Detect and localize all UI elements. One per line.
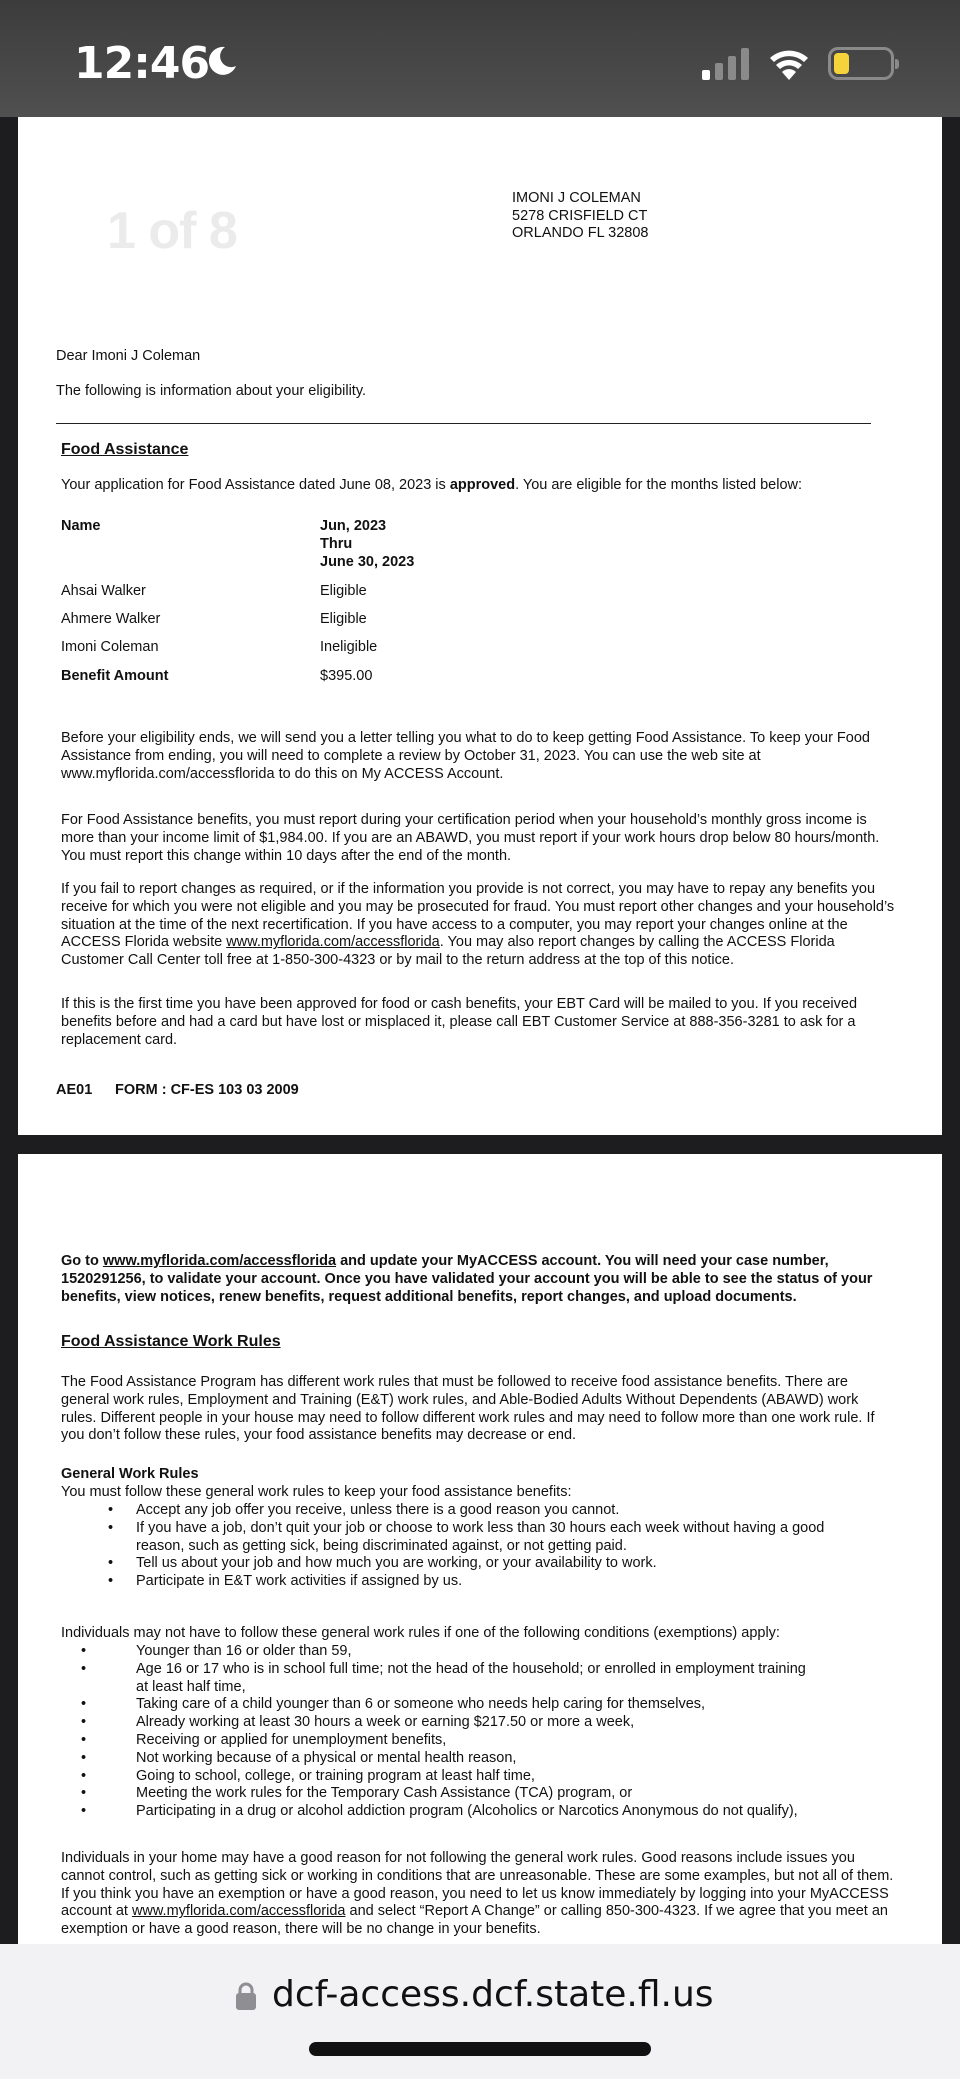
list-item: • Participate in E&T work activities if assigned by us.	[61, 1573, 831, 1591]
benefit-amount-value: $395.00	[320, 668, 373, 684]
list-item: • Tell us about your job and how much you are working, or your availability to work.	[61, 1555, 831, 1573]
url-text[interactable]: dcf-access.dcf.state.fl.us	[272, 1974, 714, 2015]
battery-level	[834, 53, 849, 74]
period-start: Jun, 2023	[320, 518, 387, 534]
period-thru: Thru	[320, 535, 353, 552]
battery-icon	[828, 47, 894, 80]
changes-text: If you fail to report changes as required, or if the information you provide is not correct, you may have to repay any benefits you receive for which you were not eligible and you may be prosecuted for fraud. You must report other changes and your household’s situation at the time of the next recertification. If you have access to a computer, you may report your changes online at the ACCESS Florida website	[61, 881, 895, 951]
moon-icon	[205, 44, 239, 78]
table-header-period	[320, 518, 414, 571]
list-item: • Participating in a drug or alcohol addiction program (Alcoholics or Narcotics Anonymous do not qualify),	[61, 1803, 806, 1821]
home-indicator[interactable]	[309, 2042, 651, 2056]
application-text: Your application for Food Assistance dated June 08, 2023 is	[61, 477, 450, 493]
address-line: IMONI J COLEMAN	[512, 190, 641, 206]
benefit-amount-label: Benefit Amount	[61, 668, 169, 684]
list-item: • Accept any job offer you receive, unless there is a good reason you cannot.	[61, 1502, 831, 1520]
section-title-food-assistance: Food Assistance	[61, 441, 189, 458]
work-rules-intro: The Food Assistance Program has different work rules that must be followed to receive food assistance benefits. There are general work rules, Employment and Training (E&T) work rules, and Able-Bodied Adults Without Dependents (ABAWD) work rules. Different people in your house may need to follow different work rules and may need to follow more than one work rule. If you don’t follow these rules, your food assistance benefits may decrease or end.	[61, 1374, 875, 1444]
status-bar	[0, 0, 960, 117]
list-item: • Meeting the work rules for the Temporary Cash Assistance (TCA) program, or	[61, 1785, 806, 1803]
page-number: 1 of 8	[107, 202, 237, 260]
address-line: ORLANDO FL 32808	[512, 225, 649, 241]
table-row-status: Ineligible	[320, 639, 378, 655]
table-row-status: Eligible	[320, 611, 367, 627]
myaccess-link[interactable]: www.myflorida.com/accessflorida	[102, 1253, 337, 1269]
status-time: 12:46	[74, 38, 210, 89]
table-row-name: Ahmere Walker	[61, 611, 161, 627]
general-rules-list	[61, 1502, 831, 1591]
address-line: 5278 CRISFIELD CT	[512, 207, 648, 224]
recipient-address	[512, 190, 648, 243]
reporting-paragraph: For Food Assistance benefits, you must report during your certification period when your household’s monthly gross income is more than your income limit of $1,984.00. If you are an ABAWD, you must report if your work hours drop below 80 hours/month. You must report this change within 10 days after the end of the month.	[61, 812, 880, 864]
intro-text: The following is information about your eligibility.	[56, 383, 367, 399]
list-item: • Receiving or applied for unemployment benefits,	[61, 1732, 806, 1750]
table-row-status: Eligible	[320, 583, 367, 599]
wifi-icon	[768, 46, 810, 80]
application-text-end: . You are eligible for the months listed below:	[515, 477, 803, 493]
footer-code: AE01	[56, 1082, 93, 1098]
general-rules-title: General Work Rules	[61, 1466, 199, 1482]
good-reason-text-end: and select “Report A Change” or calling 850-300-4323. If we agree that you meet an exemption or have a good reason, there will be no change in your benefits.	[61, 1903, 888, 1938]
list-item: • Going to school, college, or training program at least half time,	[61, 1768, 806, 1786]
divider	[56, 423, 871, 424]
browser-url-bar[interactable]	[0, 1944, 960, 2079]
list-item: • Already working at least 30 hours a week or earning $217.50 or more a week,	[61, 1714, 806, 1732]
exemptions-list	[61, 1643, 806, 1821]
list-item: • Taking care of a child younger than 6 or someone who needs help caring for themselves,	[61, 1696, 806, 1714]
go-to-text: Go to	[61, 1253, 103, 1269]
list-item: • Not working because of a physical or mental health reason,	[61, 1750, 806, 1768]
access-florida-link[interactable]: www.myflorida.com/accessflorida	[226, 934, 440, 951]
table-row-name: Imoni Coleman	[61, 639, 159, 655]
list-item: • Younger than 16 or older than 59,	[61, 1643, 806, 1661]
salutation: Dear Imoni J Coleman	[56, 348, 201, 364]
footer-form: FORM : CF-ES 103 03 2009	[115, 1082, 299, 1098]
good-reason-paragraph	[61, 1850, 896, 1939]
document-page-2	[18, 1154, 942, 1944]
changes-paragraph	[61, 881, 896, 970]
list-item: • If you have a job, don’t quit your job or choose to work less than 30 hours each week without having a good reason, such as getting sick, being discriminated against, or not getting paid.	[61, 1520, 831, 1556]
section-title-work-rules: Food Assistance Work Rules	[61, 1333, 281, 1350]
list-item: • Age 16 or 17 who is in school full time; not the head of the household; or enrolled in employment training at least half time,	[61, 1661, 806, 1697]
exemptions-intro: Individuals may not have to follow these general work rules if one of the following conditions (exemptions) apply:	[61, 1625, 780, 1641]
myaccess-paragraph	[61, 1253, 886, 1306]
table-header-name: Name	[61, 518, 101, 534]
general-rules-intro: You must follow these general work rules to keep your food assistance benefits:	[61, 1484, 572, 1500]
go-to-text-end: and update your MyACCESS account. You will need your case number, 1520291256, to validate your account. Once you have validated your account you will be able to see the status of your benefits, view notices, renew benefits, request additional benefits, report changes, and upload documents.	[61, 1253, 873, 1305]
review-paragraph: Before your eligibility ends, we will send you a letter telling you what to do to keep getting Food Assistance. To keep your Food Assistance from ending, you will need to complete a review by October 31, 2023. You can use the web site at www.myflorida.com/accessflorida to do this on My ACCESS Account.	[61, 730, 870, 782]
ebt-paragraph: If this is the first time you have been approved for food or cash benefits, your EBT Card will be mailed to you. If you received benefits before and had a card but have lost or misplaced it, please call EBT Customer Service at 888-356-3281 to ask for a replacement card.	[61, 996, 858, 1048]
period-end: June 30, 2023	[320, 553, 415, 570]
cellular-signal-icon	[702, 48, 750, 80]
good-reason-text: Individuals in your home may have a good reason for not following the general work rules. Good reasons include issues you cannot control, such as getting sick or working in conditions that are unreasonable. These are some examples, but not all of them. If you think you have an exemption or have a good reason, you need to let us know immediately by logging into your MyACCESS account at	[61, 1850, 894, 1920]
application-status: approved	[449, 477, 516, 493]
document-page-1	[18, 117, 942, 1135]
lock-icon	[235, 1981, 257, 2011]
application-status-text	[61, 477, 891, 495]
table-row-name: Ahsai Walker	[61, 583, 146, 599]
myaccess-report-link[interactable]: www.myflorida.com/accessflorida	[131, 1903, 346, 1920]
changes-text-end: . You may also report changes by calling the ACCESS Florida Customer Call Center toll free at 1-850-300-4323 or by mail to the return address at the top of this notice.	[61, 934, 835, 969]
